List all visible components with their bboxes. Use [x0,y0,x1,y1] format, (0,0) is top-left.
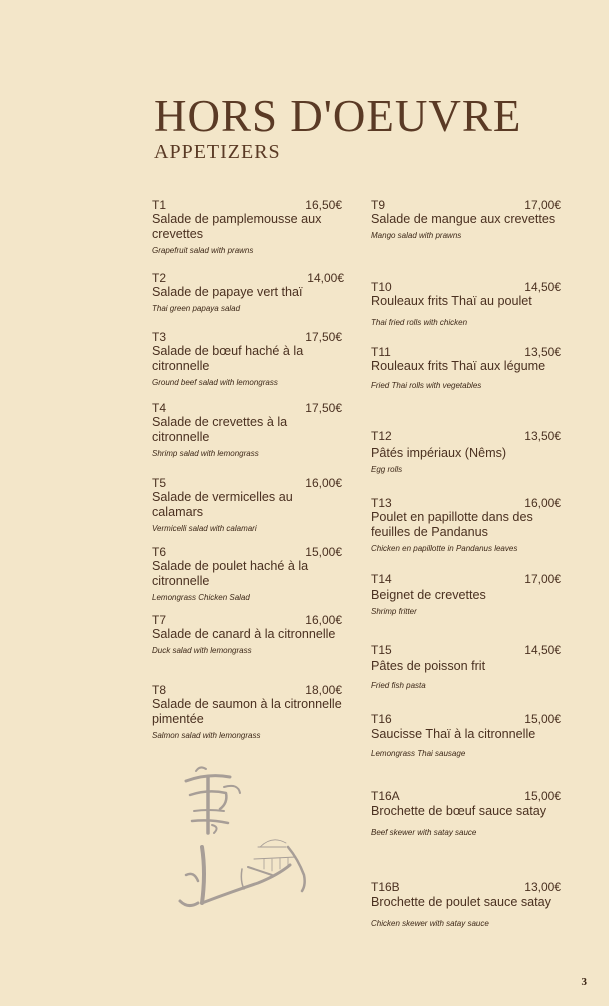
item-description: Lemongrass Thai sausage [371,749,466,758]
item-description: Thai fried rolls with chicken [371,318,468,327]
item-price: 17,00€ [524,198,561,212]
item-description: Shrimp fritter [371,607,417,616]
item-description: Grapefruit salad with prawns [152,246,254,255]
item-name: Pâtes de poisson frit Fried fish pasta [371,659,566,693]
item-description: Lemongrass Chicken Salad [152,593,250,602]
item-description: Ground beef salad with lemongrass [152,378,278,387]
item-price: 16,00€ [305,476,342,490]
item-description: Shrimp salad with lemongrass [152,449,259,458]
item-name: Poulet en papillotte dans des feuilles de Pandanus Chicken en papillotte in Pandanus leaves [371,510,566,556]
item-description: Salmon salad with lemongrass [152,731,261,740]
item-code: T3 [152,330,167,344]
item-name: Brochette de poulet sauce satay Chicken skewer with satay sauce [371,895,566,931]
item-description: Chicken skewer with satay sauce [371,919,489,928]
item-price: 16,00€ [524,496,561,510]
item-code: T13 [371,496,392,510]
item-code: T8 [152,683,167,697]
item-code: T2 [152,271,167,285]
item-code: T14 [371,572,392,586]
item-code: T11 [371,345,391,359]
item-price: 16,00€ [305,613,342,627]
item-code: T6 [152,545,167,559]
item-name: Salade de papaye vert thaï Thai green papaya salad [152,285,347,316]
item-name: Rouleaux frits Thaï aux légume Fried Thai rolls with vegetables [371,359,566,393]
item-name: Beignet de crevettes Shrimp fritter [371,588,566,619]
item-description: Fried fish pasta [371,681,426,690]
item-description: Beef skewer with satay sauce [371,828,477,837]
item-price: 17,50€ [305,330,342,344]
item-price: 13,50€ [524,429,561,443]
item-price: 15,00€ [305,545,342,559]
item-name: Rouleaux frits Thaï au poulet Thai fried rolls with chicken [371,294,566,330]
item-code: T5 [152,476,167,490]
item-name: Salade de poulet haché à la citronnelle Lemongrass Chicken Salad [152,559,347,605]
item-description: Mango salad with prawns [371,231,462,240]
item-price: 17,00€ [524,572,561,586]
item-name: Salade de bœuf haché à la citronnelle Ground beef salad with lemongrass [152,344,347,390]
item-code: T16A [371,789,400,803]
page-title: HORS D'OEUVRE [154,91,522,141]
item-name: Salade de pamplemousse aux crevettes Grapefruit salad with prawns [152,212,347,258]
item-code: T1 [152,198,167,212]
brush-art-illustration [168,763,318,913]
item-description: Chicken en papillotte in Pandanus leaves [371,544,518,553]
item-name: Salade de crevettes à la citronnelle Shrimp salad with lemongrass [152,415,347,461]
item-price: 14,50€ [524,643,561,657]
item-name: Brochette de bœuf sauce satay Beef skewer with satay sauce [371,804,566,840]
item-code: T7 [152,613,167,627]
page-number: 3 [581,976,587,988]
item-name: Saucisse Thaï à la citronnelle Lemongrass Thai sausage [371,727,566,761]
item-price: 13,00€ [524,880,561,894]
item-price: 17,50€ [305,401,342,415]
item-description: Duck salad with lemongrass [152,646,252,655]
item-name: Pâtés impériaux (Nêms) Egg rolls [371,446,566,477]
item-name: Salade de vermicelles au calamars Vermicelli salad with calamari [152,490,347,536]
item-price: 14,50€ [524,280,561,294]
item-code: T15 [371,643,392,657]
item-code: T16 [371,712,392,726]
item-price: 16,50€ [305,198,342,212]
item-description: Egg rolls [371,465,403,474]
page-subtitle: APPETIZERS [154,141,281,163]
item-name: Salade de canard à la citronnelle Duck salad with lemongrass [152,627,347,658]
item-name: Salade de saumon à la citronnelle pimentée Salmon salad with lemongrass [152,697,347,743]
item-description: Fried Thai rolls with vegetables [371,381,482,390]
item-price: 15,00€ [524,712,561,726]
item-price: 14,00€ [307,271,344,285]
item-code: T10 [371,280,392,294]
item-name: Salade de mangue aux crevettes Mango salad with prawns [371,212,566,243]
item-description: Vermicelli salad with calamari [152,524,257,533]
item-price: 18,00€ [305,683,342,697]
item-description: Thai green papaya salad [152,304,241,313]
item-code: T9 [371,198,386,212]
item-price: 15,00€ [524,789,561,803]
item-price: 13,50€ [524,345,561,359]
item-code: T4 [152,401,167,415]
item-code: T12 [371,429,392,443]
item-code: T16B [371,880,400,894]
